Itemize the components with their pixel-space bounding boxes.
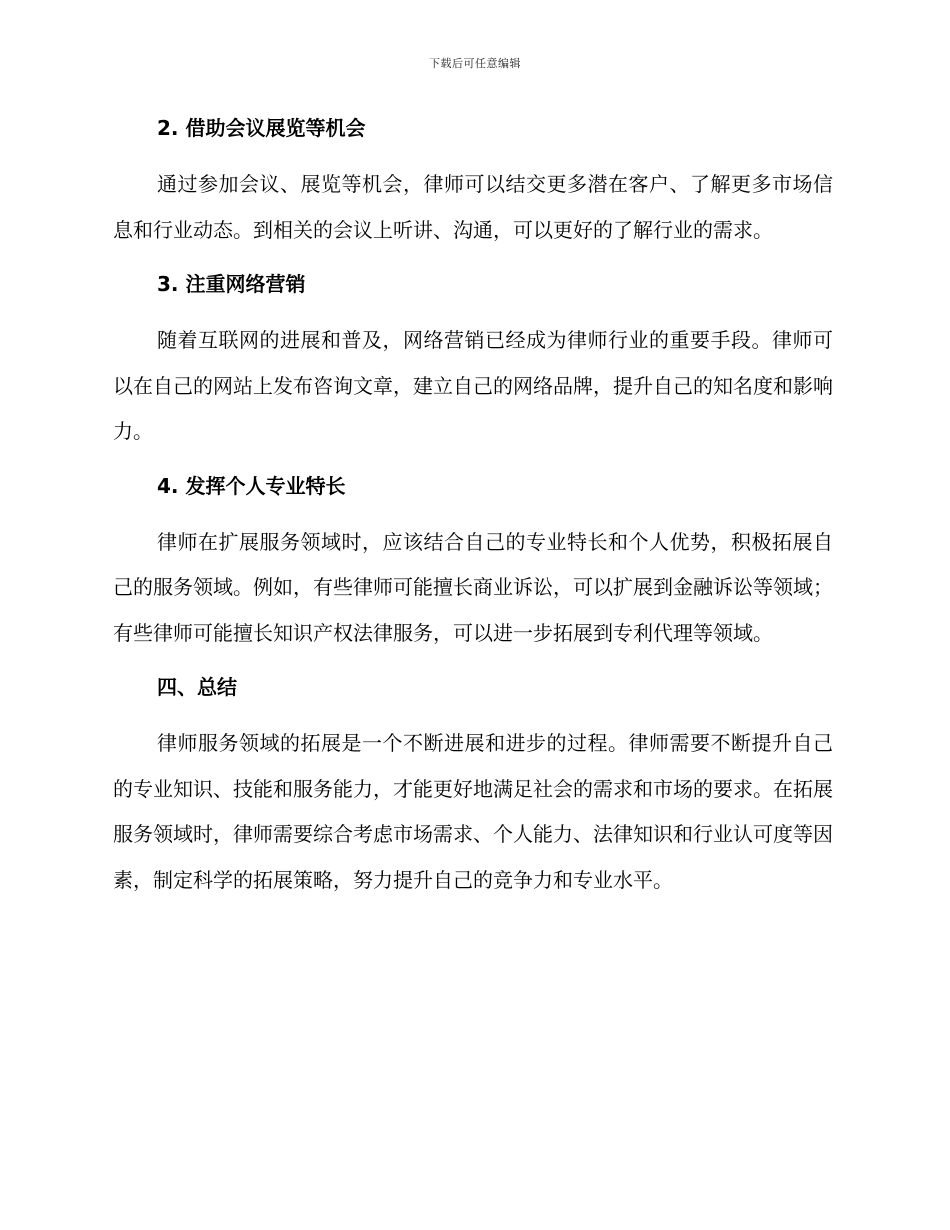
header-note: 下载后可任意编辑 bbox=[429, 57, 521, 70]
section-paragraph-online-marketing: 随着互联网的进展和普及，网络营销已经成为律师行业的重要手段。律师可以在自己的网站上发布咨询文章，建立自己的网络品牌，提升自己的知名度和影响力。 bbox=[113, 328, 833, 443]
section-paragraph-expertise: 律师在扩展服务领域时，应该结合自己的专业特长和个人优势，积极拓展自己的服务领域。例如，有些律师可能擅长商业诉讼，可以扩展到金融诉讼等领域；有些律师可能擅长知识产权法律服务，可以进一步拓展到专利代理等领域。 bbox=[113, 529, 833, 645]
section-heading-meetings: 2. 借助会议展览等机会 bbox=[157, 116, 366, 140]
document-body bbox=[113, 112, 833, 903]
section-paragraph-summary: 律师服务领域的拓展是一个不断进展和进步的过程。律师需要不断提升自己的专业知识、技能和服务能力，才能更好地满足社会的需求和市场的要求。在拓展服务领域时，律师需要综合考虑市场需求、个人能力、法律知识和行业认可度等因素，制定科学的拓展策略，努力提升自己的竞争力和专业水平。 bbox=[113, 731, 833, 892]
section-paragraph-meetings: 通过参加会议、展览等机会，律师可以结交更多潜在客户、了解更多市场信息和行业动态。到相关的会议上听讲、沟通，可以更好的了解行业的需求。 bbox=[113, 172, 833, 242]
section-heading-online-marketing: 3. 注重网络营销 bbox=[157, 272, 306, 296]
section-heading-summary: 四、总结 bbox=[157, 675, 237, 699]
section-heading-expertise: 4. 发挥个人专业特长 bbox=[157, 473, 346, 498]
